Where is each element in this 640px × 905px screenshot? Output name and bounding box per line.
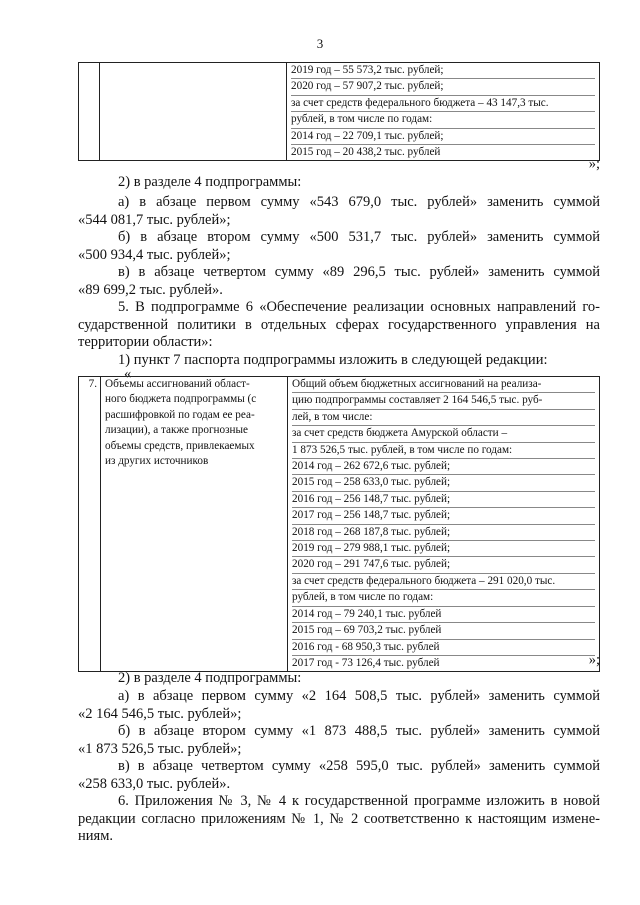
table-line: 2018 год – 268 187,8 тыс. рублей; (292, 525, 595, 541)
paragraph-line: территории области»: (78, 334, 213, 350)
table-line: из других источников (105, 455, 209, 468)
paragraph-line: а) в абзаце первом сумму «2 164 508,5 тыс. рублей» заменить суммой (118, 688, 600, 704)
table-cell-label (100, 63, 287, 161)
table-cell-number (79, 63, 100, 161)
table-line: за счет средств бюджета Амурской области – (292, 426, 595, 442)
table-line: 2015 год – 69 703,2 тыс. рублей (292, 623, 595, 639)
paragraph-line: «258 633,0 тыс. рублей». (78, 776, 231, 792)
table-row (79, 377, 600, 672)
table-line: рублей, в том числе по годам: (292, 590, 595, 606)
table-line: 2016 год – 256 148,7 тыс. рублей; (292, 492, 595, 508)
opening-quote: « (124, 366, 132, 382)
paragraph-line: а) в абзаце первом сумму «543 679,0 тыс. рублей» заменить суммой (118, 194, 600, 210)
table-line: за счет средств федерального бюджета – 291 020,0 тыс. (292, 574, 595, 590)
table-line: 2014 год – 22 709,1 тыс. рублей; (291, 129, 595, 145)
paragraph-line: ниям. (78, 828, 113, 844)
section-heading: 2) в разделе 4 подпрограммы: (118, 670, 302, 686)
table-cell-value (287, 63, 600, 161)
table-line: 2017 год – 256 148,7 тыс. рублей; (292, 508, 595, 524)
paragraph-line: «544 081,7 тыс. рублей»; (78, 212, 231, 228)
paragraph-line: б) в абзаце втором сумму «1 873 488,5 тыс. рублей» заменить суммой (118, 723, 600, 739)
table-line: за счет средств федерального бюджета – 43 147,3 тыс. (291, 96, 595, 112)
paragraph-line: «1 873 526,5 тыс. рублей»; (78, 741, 242, 757)
table-line: рублей, в том числе по годам: (291, 112, 595, 128)
table-line: лизации), а также прогнозные (105, 424, 249, 437)
table-row (79, 63, 600, 161)
table-line: 2014 год – 262 672,6 тыс. рублей; (292, 459, 595, 475)
table-line: 2015 год – 258 633,0 тыс. рублей; (292, 475, 595, 491)
table-cell-value (288, 377, 600, 672)
paragraph-line: 5. В подпрограмме 6 «Обеспечение реализации основных направлений го- (118, 299, 600, 315)
paragraph-line: б) в абзаце втором сумму «500 531,7 тыс. рублей» заменить суммой (118, 229, 600, 245)
table-line: 2016 год - 68 950,3 тыс. рублей (292, 640, 595, 656)
paragraph-line: сударственной политики в отдельных сферах государственного управления на (78, 317, 600, 333)
paragraph-line: 1) пункт 7 паспорта подпрограммы изложить в следующей редакции: (118, 352, 548, 368)
table-cell-number: 7. (79, 377, 101, 672)
table-line: 2020 год – 57 907,2 тыс. рублей; (291, 79, 595, 95)
table-line: расшифровкой по годам ее реа- (105, 408, 255, 421)
paragraph-line: редакции согласно приложениям № 1, № 2 соответственно к настоящим измене- (78, 811, 600, 827)
paragraph-line: «500 934,4 тыс. рублей»; (78, 247, 231, 263)
table-line: 2019 год – 55 573,2 тыс. рублей; (291, 63, 595, 79)
table-line: объемы средств, привлекаемых (105, 439, 255, 452)
closing-quote: »; (588, 156, 600, 172)
page-number: 3 (316, 36, 324, 51)
paragraph-line: «2 164 546,5 тыс. рублей»; (78, 706, 242, 722)
table-line: ного бюджета подпрограммы (с (105, 393, 257, 406)
table-line: лей, в том числе: (292, 410, 595, 426)
paragraph-line: в) в абзаце четвертом сумму «89 296,5 тыс. рублей» заменить суммой (118, 264, 600, 280)
table-cell-label (101, 377, 288, 672)
table-line: 2020 год – 291 747,6 тыс. рублей; (292, 557, 595, 573)
paragraph-line: «89 699,2 тыс. рублей». (78, 282, 223, 298)
table-line: 2014 год – 79 240,1 тыс. рублей (292, 607, 595, 623)
funding-table-continued (78, 62, 600, 161)
table-line: 2019 год – 279 988,1 тыс. рублей; (292, 541, 595, 557)
passport-table (78, 376, 600, 672)
closing-quote: »; (588, 652, 600, 668)
section-heading: 2) в разделе 4 подпрограммы: (118, 174, 302, 190)
table-line: 2017 год - 73 126,4 тыс. рублей (292, 656, 440, 669)
table-line: цию подпрограммы составляет 2 164 546,5 тыс. руб- (292, 393, 595, 409)
paragraph-line: 6. Приложения № 3, № 4 к государственной программе изложить в новой (118, 793, 600, 809)
table-line: Объемы ассигнований област- (105, 378, 250, 390)
table-line: 2015 год – 20 438,2 тыс. рублей (291, 146, 441, 159)
table-line: 1 873 526,5 тыс. рублей, в том числе по годам: (292, 443, 595, 459)
table-line: Общий объем бюджетных ассигнований на реализа- (292, 377, 595, 393)
paragraph-line: в) в абзаце четвертом сумму «258 595,0 тыс. рублей» заменить суммой (118, 758, 600, 774)
